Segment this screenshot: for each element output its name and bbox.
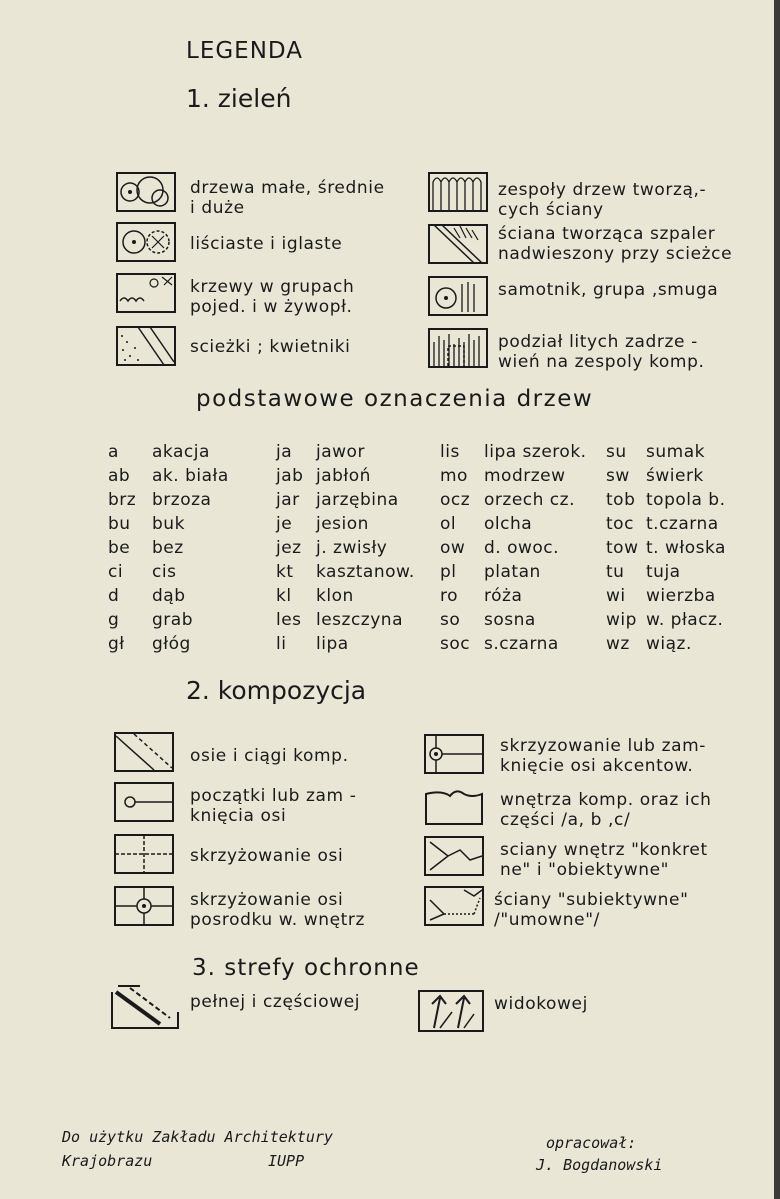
tree-code: ocz [440,490,471,510]
footer-right-line2: J. Bogdanowski [536,1156,663,1174]
tree-name: t.czarna [646,514,719,534]
legend-text: drzewa małe, średnie i duże [190,178,385,218]
tree-name: buk [152,514,185,534]
tree-name: w. płacz. [646,610,724,630]
tree-name: cis [152,562,177,582]
legend-text: osie i ciągi komp. [190,746,349,766]
tree-code: kt [276,562,294,582]
tree-name: jawor [316,442,365,462]
footer-right-line1: opracował: [546,1134,637,1152]
tree-sizes-icon [116,172,176,212]
tree-code: li [276,634,287,654]
tree-name: sosna [484,610,536,630]
tree-division-icon [428,328,488,368]
walls-subjective-icon [424,886,484,926]
tree-name: leszczyna [316,610,403,630]
legend-text: sciany wnętrz "konkret ne" i "obiektywne" [500,840,708,880]
tree-code: wz [606,634,630,654]
tree-name: sumak [646,442,705,462]
tree-name: świerk [646,466,704,486]
tree-name: dąb [152,586,186,606]
section-heading-strefy: 3. strefy ochronne [192,955,420,981]
tree-code: bu [108,514,131,534]
tree-code: toc [606,514,634,534]
view-zone-icon [418,990,484,1032]
tree-code: je [276,514,293,534]
legend-text: skrzyzowanie lub zam- knięcie osi akcentow. [500,736,707,776]
full-partial-zone-icon [110,984,180,1030]
tree-code: g [108,610,120,630]
tree-code: ow [440,538,466,558]
tree-name: róża [484,586,523,606]
hedge-path-icon [428,224,488,264]
tree-code: tob [606,490,636,510]
legend-text: zespoły drzew tworzą,- cych ściany [498,180,707,220]
tree-code: pl [440,562,457,582]
tree-code: les [276,610,302,630]
tree-code: wip [606,610,637,630]
axis-start-icon [114,782,174,822]
tree-code: brz [108,490,137,510]
section-heading-kompozycja: 2. kompozycja [186,676,367,705]
tree-code: jab [276,466,304,486]
tree-code: wi [606,586,626,606]
tree-name: wiąz. [646,634,692,654]
tree-code: ja [276,442,293,462]
axis-crossing-center-icon [114,886,174,926]
tree-name: j. zwisły [316,538,388,558]
tree-name: d. owoc. [484,538,560,558]
tree-name: bez [152,538,184,558]
tree-code: jar [276,490,300,510]
tree-name: klon [316,586,354,606]
tree-name: wierzba [646,586,716,606]
interior-icon [424,786,484,826]
legend-text: pełnej i częściowej [190,992,361,1012]
tree-code: so [440,610,461,630]
tree-code: tu [606,562,625,582]
tree-name: lipa [316,634,349,654]
section-heading-zielen: 1. zieleń [186,84,292,113]
tree-code: d [108,586,120,606]
tree-name: grab [152,610,193,630]
legend-text: widokowej [494,994,588,1014]
tree-name: lipa szerok. [484,442,587,462]
tree-name: ak. biała [152,466,229,486]
legend-title: LEGENDA [186,38,303,64]
legend-text: samotnik, grupa ,smuga [498,280,719,300]
legend-text: początki lub zam - knięcia osi [190,786,357,826]
crossing-closure-accent-icon [424,734,484,774]
tree-name: olcha [484,514,533,534]
legend-text: liściaste i iglaste [190,234,343,254]
legend-text: skrzyżowanie osi posrodku w. wnętrz [190,890,366,930]
tree-name: t. włoska [646,538,726,558]
tree-code: gł [108,634,125,654]
tree-code: ci [108,562,124,582]
paths-flowerbeds-icon [116,326,176,366]
tree-name: akacja [152,442,210,462]
footer-left-line2a: Krajobrazu [62,1152,153,1170]
tree-code: jez [276,538,302,558]
legend-text: podział litych zadrze - wień na zespoly komp. [498,332,705,372]
tree-code: mo [440,466,468,486]
tree-code: a [108,442,119,462]
tree-code: soc [440,634,471,654]
tree-name: orzech cz. [484,490,575,510]
legend-text: skrzyżowanie osi [190,846,344,866]
legend-text: ściany "subiektywne" /"umowne"/ [494,890,689,930]
legend-text: scieżki ; kwietniki [190,337,351,357]
tree-code: sw [606,466,630,486]
tree-code: tow [606,538,639,558]
tree-name: s.czarna [484,634,559,654]
tree-name: kasztanow. [316,562,415,582]
legend-text: krzewy w grupach pojed. i w żywopł. [190,277,355,317]
footer-left-line1: Do użytku Zakładu Architektury [62,1128,333,1146]
legend-text: ściana tworząca szpaler nadwieszony przy scieżce [498,224,733,264]
tree-name: tuja [646,562,681,582]
tree-name: jesion [316,514,369,534]
shrubs-icon [116,273,176,313]
sheet-edge [774,0,780,1199]
solitary-group-icon [428,276,488,316]
tree-name: platan [484,562,541,582]
axis-icon [114,732,174,772]
tree-name: jarzębina [316,490,399,510]
deciduous-coniferous-icon [116,222,176,262]
section-heading-drzewa: podstawowe oznaczenia drzew [196,386,594,412]
tree-code: su [606,442,627,462]
tree-name: modrzew [484,466,566,486]
footer-left-line2b: IUPP [268,1152,305,1170]
tree-code: ol [440,514,457,534]
tree-code: be [108,538,131,558]
tree-wall-icon [428,172,488,212]
tree-name: głóg [152,634,191,654]
tree-name: topola b. [646,490,726,510]
legend-text: wnętrza komp. oraz ich części /a, b ,c/ [500,790,712,830]
axis-crossing-icon [114,834,174,874]
tree-code: kl [276,586,292,606]
tree-name: brzoza [152,490,212,510]
tree-code: ab [108,466,131,486]
tree-code: ro [440,586,459,606]
tree-name: jabłoń [316,466,371,486]
tree-code: lis [440,442,460,462]
walls-concrete-icon [424,836,484,876]
